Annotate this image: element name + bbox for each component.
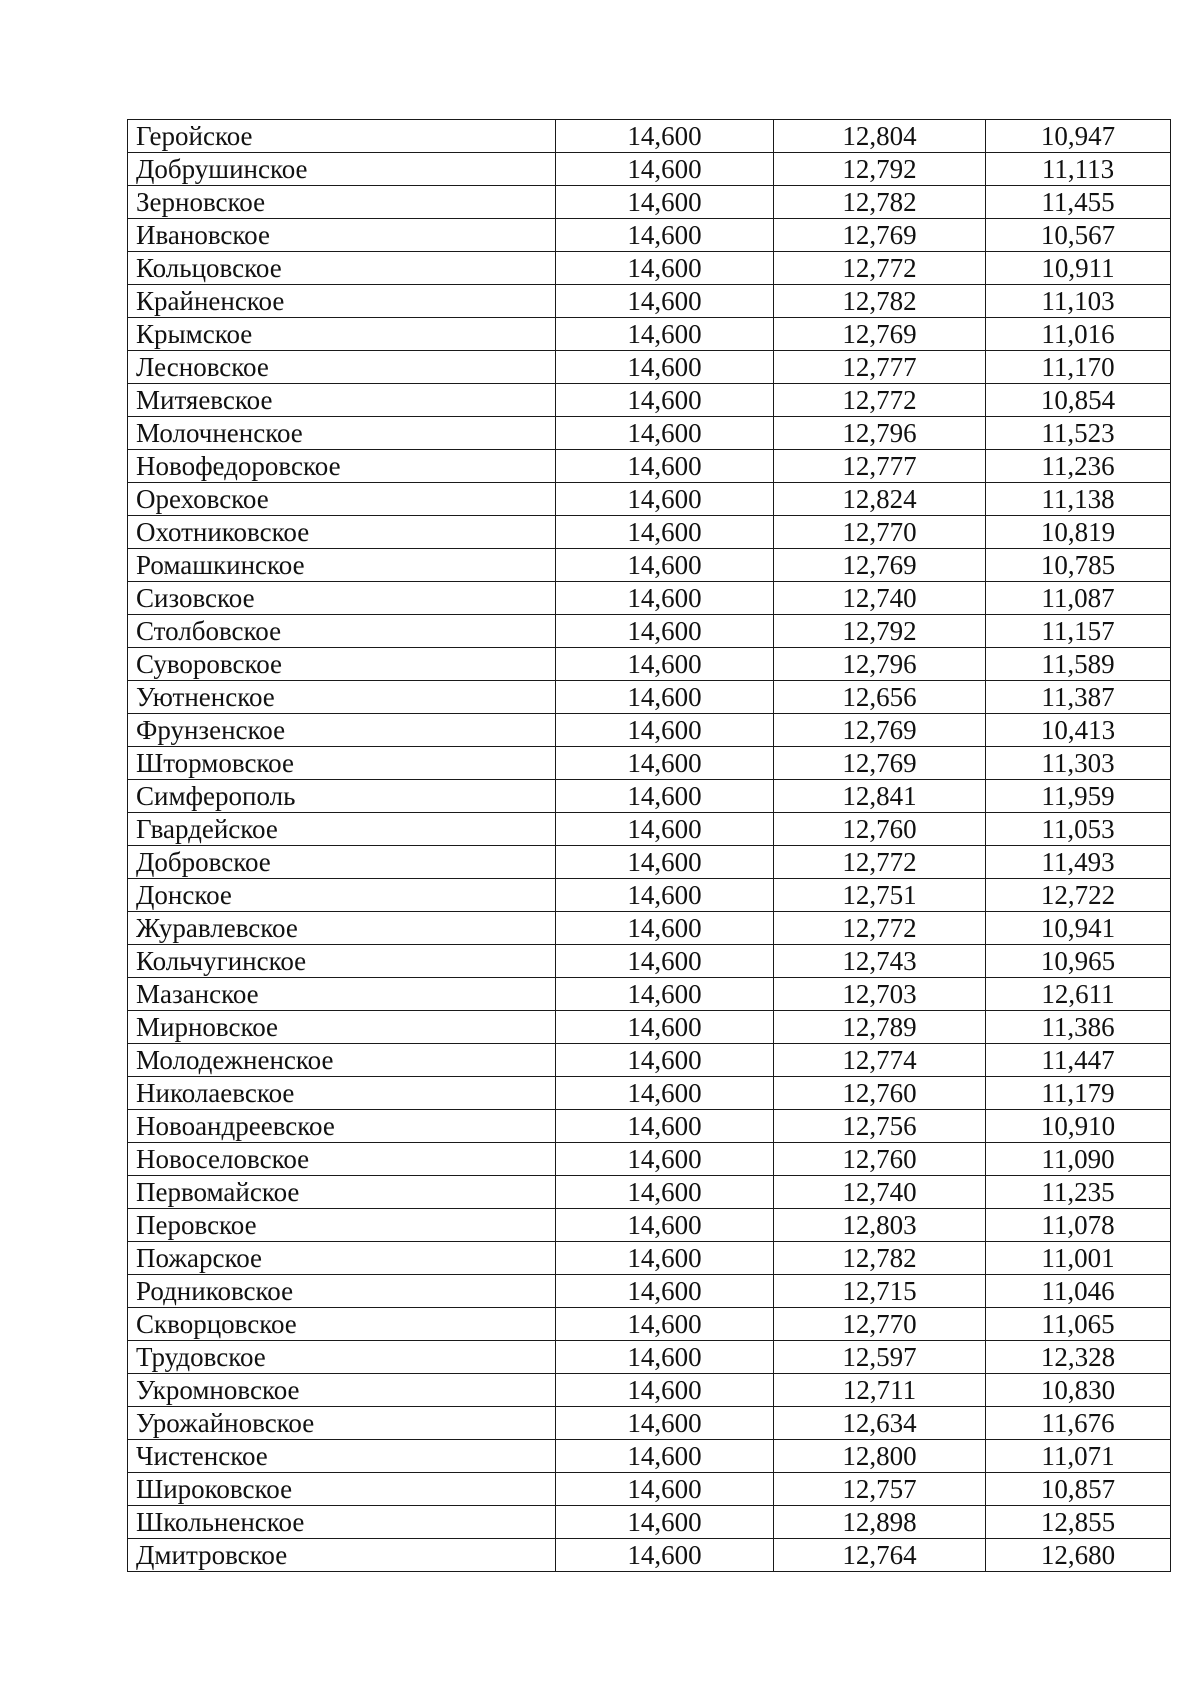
value-2-cell: 12,769 xyxy=(774,318,986,351)
value-1-cell: 14,600 xyxy=(556,1275,774,1308)
settlement-name-cell: Добровское xyxy=(128,846,556,879)
value-1-cell: 14,600 xyxy=(556,648,774,681)
table-row xyxy=(128,450,1171,483)
value-2-cell: 12,772 xyxy=(774,384,986,417)
table-row xyxy=(128,1275,1171,1308)
table-row xyxy=(128,1044,1171,1077)
value-1-cell: 14,600 xyxy=(556,1209,774,1242)
value-2-cell: 12,800 xyxy=(774,1440,986,1473)
value-2-cell: 12,769 xyxy=(774,549,986,582)
value-3-cell: 10,830 xyxy=(986,1374,1171,1407)
value-2-cell: 12,764 xyxy=(774,1539,986,1572)
value-3-cell: 11,087 xyxy=(986,582,1171,615)
value-1-cell: 14,600 xyxy=(556,1341,774,1374)
value-2-cell: 12,777 xyxy=(774,450,986,483)
value-1-cell: 14,600 xyxy=(556,1176,774,1209)
value-3-cell: 11,113 xyxy=(986,153,1171,186)
table-row xyxy=(128,648,1171,681)
table-row xyxy=(128,582,1171,615)
value-3-cell: 11,455 xyxy=(986,186,1171,219)
value-1-cell: 14,600 xyxy=(556,1242,774,1275)
table-row xyxy=(128,1176,1171,1209)
table-row xyxy=(128,615,1171,648)
value-3-cell: 11,523 xyxy=(986,417,1171,450)
settlement-name-cell: Мазанское xyxy=(128,978,556,1011)
value-1-cell: 14,600 xyxy=(556,1506,774,1539)
value-1-cell: 14,600 xyxy=(556,1044,774,1077)
value-3-cell: 10,819 xyxy=(986,516,1171,549)
value-1-cell: 14,600 xyxy=(556,747,774,780)
value-3-cell: 11,138 xyxy=(986,483,1171,516)
value-2-cell: 12,782 xyxy=(774,186,986,219)
value-2-cell: 12,715 xyxy=(774,1275,986,1308)
table-row xyxy=(128,1374,1171,1407)
value-2-cell: 12,774 xyxy=(774,1044,986,1077)
table-row xyxy=(128,945,1171,978)
value-1-cell: 14,600 xyxy=(556,384,774,417)
value-2-cell: 12,760 xyxy=(774,1143,986,1176)
value-2-cell: 12,634 xyxy=(774,1407,986,1440)
settlement-name-cell: Скворцовское xyxy=(128,1308,556,1341)
settlement-name-cell: Родниковское xyxy=(128,1275,556,1308)
table-row xyxy=(128,516,1171,549)
value-1-cell: 14,600 xyxy=(556,714,774,747)
settlement-name-cell: Школьненское xyxy=(128,1506,556,1539)
value-2-cell: 12,803 xyxy=(774,1209,986,1242)
settlement-name-cell: Ореховское xyxy=(128,483,556,516)
settlement-name-cell: Охотниковское xyxy=(128,516,556,549)
value-1-cell: 14,600 xyxy=(556,219,774,252)
table-row xyxy=(128,1143,1171,1176)
settlement-name-cell: Уютненское xyxy=(128,681,556,714)
table-row xyxy=(128,813,1171,846)
table-row xyxy=(128,549,1171,582)
value-3-cell: 11,493 xyxy=(986,846,1171,879)
value-1-cell: 14,600 xyxy=(556,285,774,318)
settlement-name-cell: Кольцовское xyxy=(128,252,556,285)
value-1-cell: 14,600 xyxy=(556,450,774,483)
value-3-cell: 11,235 xyxy=(986,1176,1171,1209)
value-2-cell: 12,756 xyxy=(774,1110,986,1143)
settlement-name-cell: Новофедоровское xyxy=(128,450,556,483)
table-row xyxy=(128,780,1171,813)
value-3-cell: 10,857 xyxy=(986,1473,1171,1506)
settlement-name-cell: Крымское xyxy=(128,318,556,351)
value-3-cell: 11,959 xyxy=(986,780,1171,813)
value-2-cell: 12,656 xyxy=(774,681,986,714)
settlement-name-cell: Ромашкинское xyxy=(128,549,556,582)
value-1-cell: 14,600 xyxy=(556,912,774,945)
value-2-cell: 12,772 xyxy=(774,846,986,879)
value-1-cell: 14,600 xyxy=(556,120,774,153)
value-1-cell: 14,600 xyxy=(556,186,774,219)
value-1-cell: 14,600 xyxy=(556,780,774,813)
settlement-name-cell: Молодежненское xyxy=(128,1044,556,1077)
settlement-name-cell: Молочненское xyxy=(128,417,556,450)
value-3-cell: 10,911 xyxy=(986,252,1171,285)
value-2-cell: 12,769 xyxy=(774,219,986,252)
value-2-cell: 12,796 xyxy=(774,417,986,450)
value-2-cell: 12,782 xyxy=(774,1242,986,1275)
table-row xyxy=(128,252,1171,285)
settlement-name-cell: Лесновское xyxy=(128,351,556,384)
value-1-cell: 14,600 xyxy=(556,252,774,285)
value-3-cell: 11,046 xyxy=(986,1275,1171,1308)
value-1-cell: 14,600 xyxy=(556,813,774,846)
settlement-name-cell: Трудовское xyxy=(128,1341,556,1374)
value-1-cell: 14,600 xyxy=(556,1539,774,1572)
table-row xyxy=(128,1440,1171,1473)
settlement-name-cell: Митяевское xyxy=(128,384,556,417)
table-row xyxy=(128,1473,1171,1506)
settlement-name-cell: Новоселовское xyxy=(128,1143,556,1176)
settlement-name-cell: Симферополь xyxy=(128,780,556,813)
value-1-cell: 14,600 xyxy=(556,879,774,912)
value-3-cell: 11,236 xyxy=(986,450,1171,483)
value-1-cell: 14,600 xyxy=(556,582,774,615)
value-1-cell: 14,600 xyxy=(556,1110,774,1143)
settlement-name-cell: Широковское xyxy=(128,1473,556,1506)
value-2-cell: 12,772 xyxy=(774,252,986,285)
value-3-cell: 11,157 xyxy=(986,615,1171,648)
settlement-name-cell: Добрушинское xyxy=(128,153,556,186)
table-row xyxy=(128,1242,1171,1275)
value-1-cell: 14,600 xyxy=(556,516,774,549)
value-1-cell: 14,600 xyxy=(556,1308,774,1341)
value-3-cell: 12,855 xyxy=(986,1506,1171,1539)
value-2-cell: 12,751 xyxy=(774,879,986,912)
settlement-name-cell: Урожайновское xyxy=(128,1407,556,1440)
value-1-cell: 14,600 xyxy=(556,1143,774,1176)
value-2-cell: 12,597 xyxy=(774,1341,986,1374)
value-3-cell: 10,965 xyxy=(986,945,1171,978)
value-2-cell: 12,703 xyxy=(774,978,986,1011)
settlement-name-cell: Ивановское xyxy=(128,219,556,252)
settlement-name-cell: Сизовское xyxy=(128,582,556,615)
settlement-name-cell: Штормовское xyxy=(128,747,556,780)
value-1-cell: 14,600 xyxy=(556,1440,774,1473)
value-3-cell: 10,947 xyxy=(986,120,1171,153)
value-2-cell: 12,743 xyxy=(774,945,986,978)
value-1-cell: 14,600 xyxy=(556,1374,774,1407)
value-3-cell: 11,676 xyxy=(986,1407,1171,1440)
value-3-cell: 12,722 xyxy=(986,879,1171,912)
value-1-cell: 14,600 xyxy=(556,681,774,714)
settlement-name-cell: Чистенское xyxy=(128,1440,556,1473)
table-row xyxy=(128,1539,1171,1572)
table-row xyxy=(128,384,1171,417)
settlement-name-cell: Дмитровское xyxy=(128,1539,556,1572)
value-2-cell: 12,770 xyxy=(774,1308,986,1341)
settlement-name-cell: Геройское xyxy=(128,120,556,153)
value-2-cell: 12,898 xyxy=(774,1506,986,1539)
table-row xyxy=(128,1308,1171,1341)
value-3-cell: 11,386 xyxy=(986,1011,1171,1044)
value-3-cell: 11,303 xyxy=(986,747,1171,780)
value-1-cell: 14,600 xyxy=(556,615,774,648)
table-row xyxy=(128,978,1171,1011)
value-2-cell: 12,770 xyxy=(774,516,986,549)
settlement-name-cell: Столбовское xyxy=(128,615,556,648)
settlement-name-cell: Фрунзенское xyxy=(128,714,556,747)
value-1-cell: 14,600 xyxy=(556,846,774,879)
value-2-cell: 12,740 xyxy=(774,1176,986,1209)
settlement-name-cell: Крайненское xyxy=(128,285,556,318)
table-row xyxy=(128,483,1171,516)
settlement-name-cell: Перовское xyxy=(128,1209,556,1242)
table-row xyxy=(128,912,1171,945)
value-3-cell: 12,611 xyxy=(986,978,1171,1011)
value-2-cell: 12,782 xyxy=(774,285,986,318)
table-row xyxy=(128,1110,1171,1143)
settlement-name-cell: Николаевское xyxy=(128,1077,556,1110)
table-row xyxy=(128,681,1171,714)
table-row xyxy=(128,1506,1171,1539)
settlement-name-cell: Зерновское xyxy=(128,186,556,219)
value-3-cell: 11,179 xyxy=(986,1077,1171,1110)
table-row xyxy=(128,714,1171,747)
table-row xyxy=(128,846,1171,879)
settlement-name-cell: Донское xyxy=(128,879,556,912)
value-1-cell: 14,600 xyxy=(556,1473,774,1506)
table-row xyxy=(128,417,1171,450)
value-1-cell: 14,600 xyxy=(556,318,774,351)
table-row xyxy=(128,1077,1171,1110)
value-2-cell: 12,824 xyxy=(774,483,986,516)
settlement-name-cell: Гвардейское xyxy=(128,813,556,846)
value-3-cell: 11,053 xyxy=(986,813,1171,846)
table-row xyxy=(128,219,1171,252)
value-2-cell: 12,841 xyxy=(774,780,986,813)
value-1-cell: 14,600 xyxy=(556,351,774,384)
value-3-cell: 11,071 xyxy=(986,1440,1171,1473)
value-3-cell: 11,016 xyxy=(986,318,1171,351)
table-row xyxy=(128,747,1171,780)
value-3-cell: 10,910 xyxy=(986,1110,1171,1143)
settlement-name-cell: Журавлевское xyxy=(128,912,556,945)
value-1-cell: 14,600 xyxy=(556,945,774,978)
value-2-cell: 12,769 xyxy=(774,747,986,780)
value-1-cell: 14,600 xyxy=(556,153,774,186)
table-row xyxy=(128,1407,1171,1440)
value-2-cell: 12,796 xyxy=(774,648,986,681)
value-2-cell: 12,804 xyxy=(774,120,986,153)
settlement-name-cell: Первомайское xyxy=(128,1176,556,1209)
value-2-cell: 12,792 xyxy=(774,153,986,186)
table-row xyxy=(128,1011,1171,1044)
value-1-cell: 14,600 xyxy=(556,1077,774,1110)
table-row xyxy=(128,120,1171,153)
value-1-cell: 14,600 xyxy=(556,417,774,450)
value-3-cell: 10,854 xyxy=(986,384,1171,417)
value-2-cell: 12,757 xyxy=(774,1473,986,1506)
table-row xyxy=(128,1209,1171,1242)
data-table xyxy=(127,119,1171,1572)
value-2-cell: 12,760 xyxy=(774,813,986,846)
value-1-cell: 14,600 xyxy=(556,549,774,582)
value-2-cell: 12,760 xyxy=(774,1077,986,1110)
value-3-cell: 11,170 xyxy=(986,351,1171,384)
settlement-name-cell: Суворовское xyxy=(128,648,556,681)
value-3-cell: 11,447 xyxy=(986,1044,1171,1077)
value-3-cell: 10,941 xyxy=(986,912,1171,945)
value-3-cell: 11,001 xyxy=(986,1242,1171,1275)
value-2-cell: 12,789 xyxy=(774,1011,986,1044)
value-3-cell: 12,328 xyxy=(986,1341,1171,1374)
table-body xyxy=(128,120,1171,1572)
table-row xyxy=(128,318,1171,351)
table-row xyxy=(128,285,1171,318)
value-2-cell: 12,792 xyxy=(774,615,986,648)
value-2-cell: 12,711 xyxy=(774,1374,986,1407)
value-2-cell: 12,772 xyxy=(774,912,986,945)
value-3-cell: 10,785 xyxy=(986,549,1171,582)
settlement-name-cell: Пожарское xyxy=(128,1242,556,1275)
settlement-name-cell: Кольчугинское xyxy=(128,945,556,978)
table-row xyxy=(128,186,1171,219)
value-2-cell: 12,777 xyxy=(774,351,986,384)
value-3-cell: 11,078 xyxy=(986,1209,1171,1242)
value-2-cell: 12,740 xyxy=(774,582,986,615)
value-1-cell: 14,600 xyxy=(556,1407,774,1440)
value-1-cell: 14,600 xyxy=(556,1011,774,1044)
table-row xyxy=(128,1341,1171,1374)
value-3-cell: 10,567 xyxy=(986,219,1171,252)
value-3-cell: 11,103 xyxy=(986,285,1171,318)
settlement-name-cell: Укромновское xyxy=(128,1374,556,1407)
value-3-cell: 11,065 xyxy=(986,1308,1171,1341)
table-row xyxy=(128,351,1171,384)
value-3-cell: 11,090 xyxy=(986,1143,1171,1176)
value-3-cell: 12,680 xyxy=(986,1539,1171,1572)
table-row xyxy=(128,879,1171,912)
settlement-name-cell: Мирновское xyxy=(128,1011,556,1044)
value-1-cell: 14,600 xyxy=(556,978,774,1011)
value-3-cell: 11,589 xyxy=(986,648,1171,681)
value-3-cell: 11,387 xyxy=(986,681,1171,714)
table-row xyxy=(128,153,1171,186)
settlement-name-cell: Новоандреевское xyxy=(128,1110,556,1143)
value-3-cell: 10,413 xyxy=(986,714,1171,747)
value-1-cell: 14,600 xyxy=(556,483,774,516)
value-2-cell: 12,769 xyxy=(774,714,986,747)
